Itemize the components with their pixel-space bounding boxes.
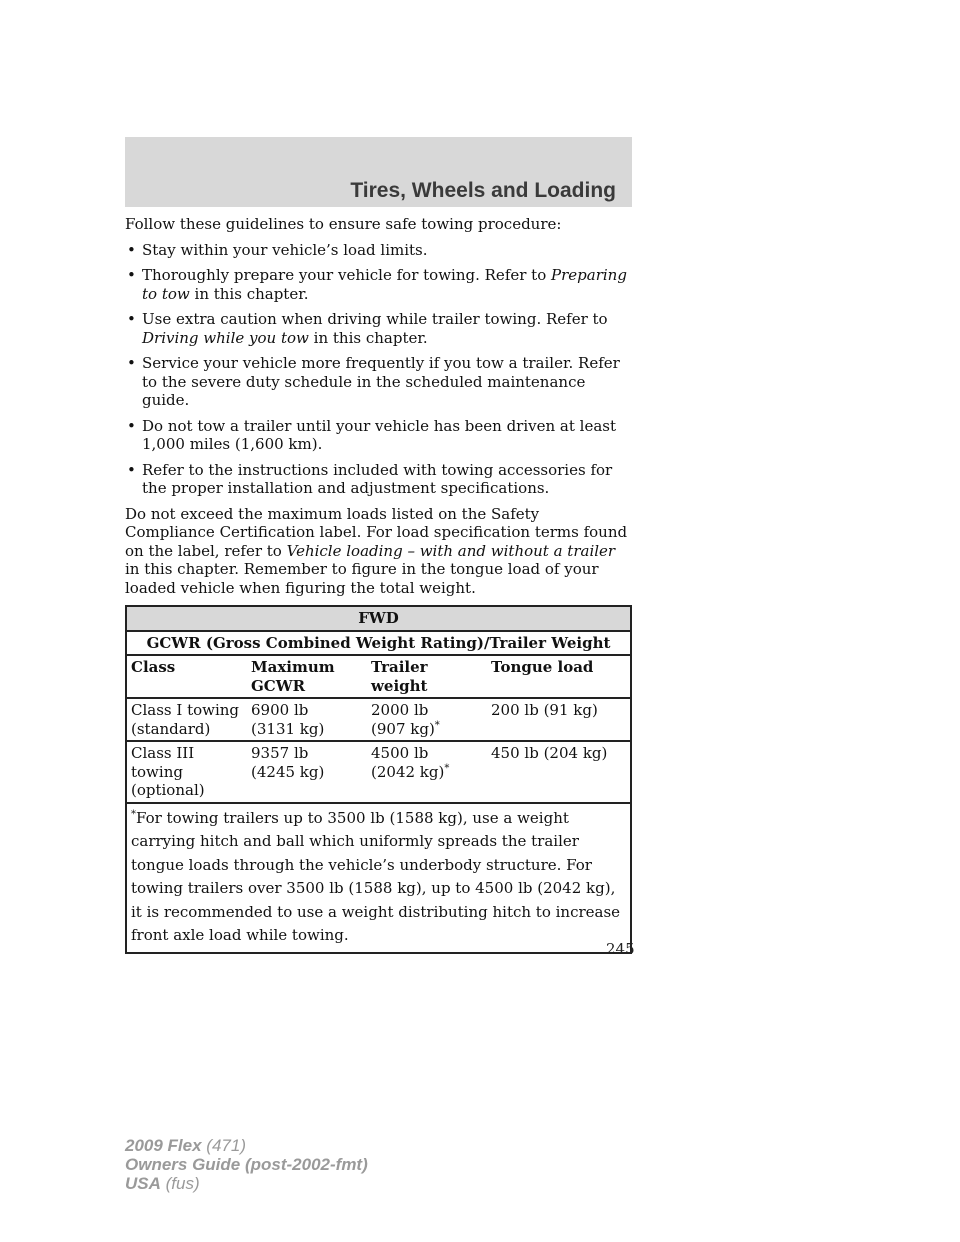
- table-cell-class: [126, 698, 247, 741]
- footnote-marker: *: [131, 808, 136, 820]
- bullet-icon: •: [127, 354, 136, 372]
- guideline-list: [125, 241, 632, 498]
- cross-reference: Driving while you tow: [142, 328, 309, 347]
- list-item: [125, 354, 632, 410]
- section-header-band: [125, 137, 632, 207]
- list-item: [125, 461, 632, 498]
- cell-line: 9357 lb: [251, 744, 309, 762]
- cross-reference: Preparing to tow: [142, 266, 627, 303]
- table-cell-tongue-load: 200 lb (91 kg): [487, 698, 631, 741]
- cell-line: 6900 lb: [251, 701, 309, 719]
- cell-line: 4500 lb: [371, 744, 429, 762]
- footer-code: (471): [206, 1136, 246, 1155]
- list-item-text: in this chapter.: [313, 328, 428, 347]
- table-title: FWD: [126, 606, 631, 631]
- table-cell-trailer-weight: [367, 698, 487, 741]
- footer-line: [125, 1136, 368, 1155]
- page-number: 245: [606, 940, 635, 958]
- list-item-text: Thoroughly prepare your vehicle for towing. Refer to: [142, 266, 547, 284]
- bullet-icon: •: [127, 460, 136, 479]
- table-cell-gcwr: [247, 698, 367, 741]
- list-item: [125, 241, 632, 260]
- section-title: Tires, Wheels and Loading: [350, 179, 616, 202]
- table-cell-trailer-weight: [367, 741, 487, 803]
- list-item: [125, 266, 632, 303]
- table-cell-tongue-load: 450 lb (204 kg): [487, 741, 631, 803]
- column-header-gcwr: Maximum GCWR: [247, 655, 367, 698]
- footnote-text: For towing trailers up to 3500 lb (1588 kg), use a weight carrying hitch and ball which uniformly spreads the trailer tongue loads through the vehicle’s underbody structure. For towing trailers over 3500 lb (1588 kg), up to 4500 lb (2042 kg), it is recommended to use a weight distributing hitch to increase front axle load while towing.: [131, 808, 621, 944]
- cross-reference: Vehicle loading – with and without a trailer: [286, 541, 616, 560]
- load-limit-paragraph: [125, 505, 632, 598]
- table-cell-class: [126, 741, 247, 803]
- cell-line: Class III towing: [131, 744, 195, 781]
- table-row: [126, 698, 631, 741]
- towing-spec-table: [125, 605, 632, 954]
- list-item-text: Refer to the instructions included with towing accessories for the proper installation and adjustment specifications.: [142, 460, 613, 497]
- bullet-icon: •: [127, 416, 136, 435]
- table-subtitle: GCWR (Gross Combined Weight Rating)/Trailer Weight: [126, 631, 631, 656]
- list-item: [125, 310, 632, 347]
- footnote-marker: *: [434, 719, 440, 731]
- footer-guide: Owners Guide (post-2002-fmt): [125, 1155, 368, 1174]
- paragraph-text: Do not exceed the maximum loads listed on the Safety Compliance Certification label. For load specification terms found on the label, refer to: [125, 504, 628, 560]
- table-cell-gcwr: [247, 741, 367, 803]
- cell-line: 2000 lb: [371, 701, 429, 719]
- table-footnote: [126, 803, 631, 953]
- bullet-icon: •: [127, 240, 136, 259]
- page-content: [125, 215, 632, 954]
- cell-line: (907 kg): [371, 719, 435, 738]
- column-header-tongue-load: Tongue load: [487, 655, 631, 698]
- column-header-trailer-weight: Trailer weight: [367, 655, 487, 698]
- list-item-text: in this chapter.: [194, 284, 309, 303]
- footer-model: 2009 Flex: [125, 1136, 202, 1155]
- list-item-text: Service your vehicle more frequently if you tow a trailer. Refer to the severe duty schedule in the scheduled maintenance guide.: [142, 354, 620, 409]
- footer-line: [125, 1174, 368, 1193]
- cell-line: (3131 kg): [251, 719, 325, 738]
- table-row: [126, 741, 631, 803]
- footnote-marker: *: [444, 762, 450, 774]
- footer-code: (fus): [165, 1174, 200, 1193]
- list-item-text: Do not tow a trailer until your vehicle has been driven at least 1,000 miles (1,600 km).: [142, 416, 616, 453]
- cell-line: Class I towing: [131, 701, 240, 719]
- intro-text: Follow these guidelines to ensure safe towing procedure:: [125, 215, 562, 233]
- cell-line: (standard): [131, 719, 211, 738]
- cell-line: (2042 kg): [371, 762, 445, 781]
- bullet-icon: •: [127, 266, 136, 284]
- footer-line: [125, 1155, 368, 1174]
- bullet-icon: •: [127, 310, 136, 328]
- list-item: [125, 417, 632, 454]
- list-item-text: Use extra caution when driving while trailer towing. Refer to: [142, 310, 608, 328]
- cell-line: (4245 kg): [251, 762, 325, 781]
- document-footer: [125, 1136, 368, 1193]
- cell-line: (optional): [131, 781, 205, 799]
- column-header-class: Class: [126, 655, 247, 698]
- footer-market: USA: [125, 1174, 161, 1193]
- list-item-text: Stay within your vehicle’s load limits.: [142, 240, 428, 259]
- paragraph-text: in this chapter. Remember to figure in the tongue load of your loaded vehicle when figuring the total weight.: [125, 560, 599, 597]
